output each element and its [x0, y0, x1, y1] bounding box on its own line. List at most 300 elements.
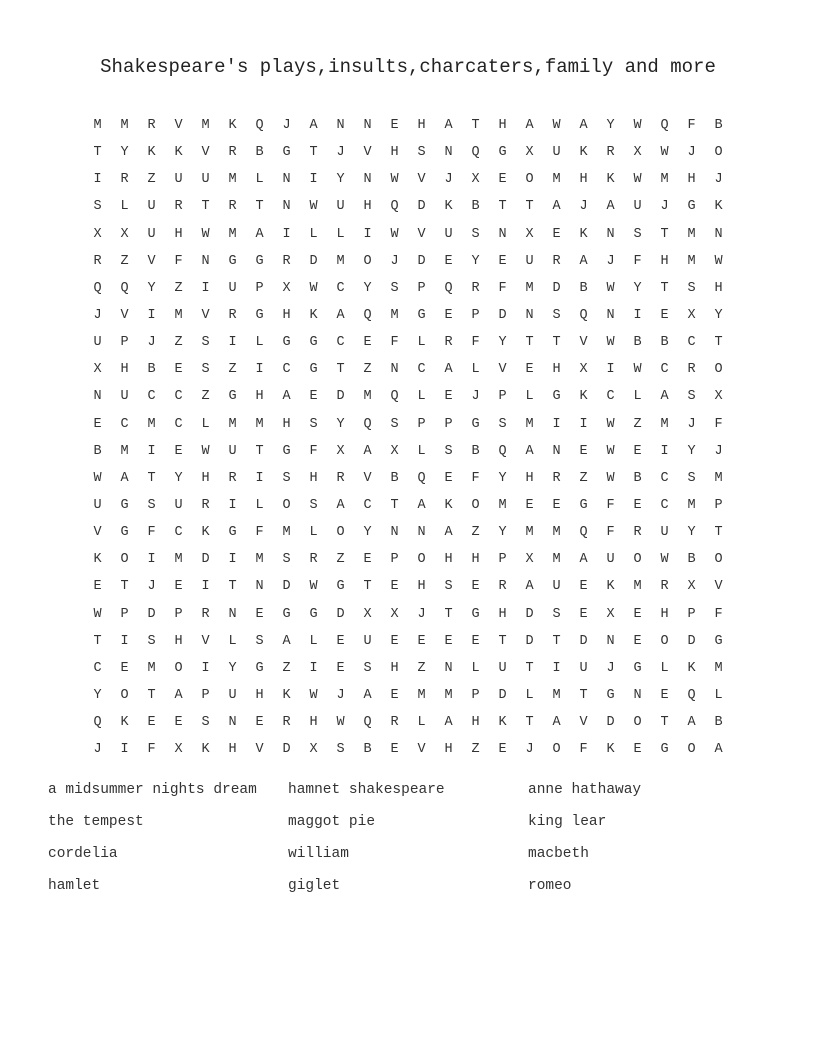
grid-letter: M: [525, 280, 534, 296]
word-list-item: the tempest: [48, 814, 144, 830]
grid-letter: E: [174, 579, 183, 595]
grid-letter: Q: [363, 308, 372, 324]
grid-letter: J: [714, 172, 723, 188]
grid-letter: A: [336, 498, 345, 514]
grid-letter: Y: [714, 308, 723, 324]
grid-letter: S: [147, 633, 156, 649]
grid-letter: T: [255, 199, 264, 215]
grid-letter: M: [525, 416, 534, 432]
grid-letter: K: [606, 172, 615, 188]
grid-letter: A: [444, 362, 453, 378]
grid-letter: A: [552, 199, 561, 215]
grid-letter: L: [255, 335, 264, 351]
grid-letter: C: [147, 389, 156, 405]
grid-letter: K: [606, 742, 615, 758]
grid-letter: Y: [336, 416, 345, 432]
grid-letter: D: [147, 606, 156, 622]
grid-letter: T: [444, 606, 453, 622]
grid-letter: E: [633, 443, 642, 459]
grid-letter: B: [579, 280, 588, 296]
grid-letter: K: [687, 660, 696, 676]
grid-letter: U: [336, 199, 345, 215]
grid-letter: E: [633, 498, 642, 514]
grid-letter: K: [93, 552, 102, 568]
grid-letter: C: [660, 362, 669, 378]
grid-letter: S: [390, 416, 399, 432]
grid-letter: K: [444, 199, 453, 215]
grid-letter: G: [606, 688, 615, 704]
grid-letter: G: [471, 416, 480, 432]
grid-letter: W: [633, 362, 642, 378]
grid-letter: E: [525, 498, 534, 514]
grid-letter: U: [606, 552, 615, 568]
grid-letter: X: [633, 145, 642, 161]
grid-letter: J: [714, 443, 723, 459]
grid-letter: B: [363, 742, 372, 758]
grid-row: [84, 302, 732, 329]
grid-letter: T: [228, 579, 237, 595]
grid-letter: E: [336, 633, 345, 649]
grid-letter: Y: [687, 443, 696, 459]
grid-letter: C: [174, 416, 183, 432]
grid-letter: C: [336, 280, 345, 296]
grid-letter: Q: [660, 118, 669, 134]
grid-letter: T: [336, 362, 345, 378]
grid-letter: Q: [687, 688, 696, 704]
grid-letter: B: [714, 118, 723, 134]
grid-letter: H: [471, 715, 480, 731]
grid-letter: W: [309, 579, 318, 595]
grid-letter: H: [309, 470, 318, 486]
grid-letter: S: [687, 389, 696, 405]
grid-letter: D: [498, 308, 507, 324]
grid-letter: N: [93, 389, 102, 405]
grid-letter: S: [390, 280, 399, 296]
grid-letter: W: [201, 226, 210, 242]
grid-letter: X: [525, 552, 534, 568]
grid-letter: G: [417, 308, 426, 324]
grid-letter: C: [417, 362, 426, 378]
grid-letter: V: [417, 742, 426, 758]
grid-letter: B: [147, 362, 156, 378]
grid-letter: D: [579, 633, 588, 649]
grid-letter: F: [147, 525, 156, 541]
grid-letter: I: [633, 308, 642, 324]
grid-letter: B: [93, 443, 102, 459]
grid-letter: H: [498, 606, 507, 622]
grid-letter: L: [633, 389, 642, 405]
grid-letter: E: [93, 579, 102, 595]
grid-letter: G: [552, 389, 561, 405]
grid-letter: S: [471, 226, 480, 242]
grid-row: [84, 275, 732, 302]
grid-letter: W: [633, 172, 642, 188]
grid-letter: M: [255, 552, 264, 568]
grid-letter: X: [579, 362, 588, 378]
grid-letter: E: [255, 606, 264, 622]
grid-letter: Y: [147, 280, 156, 296]
grid-letter: E: [309, 389, 318, 405]
grid-letter: E: [660, 688, 669, 704]
grid-letter: F: [471, 335, 480, 351]
grid-letter: S: [282, 470, 291, 486]
grid-letter: A: [687, 715, 696, 731]
grid-letter: S: [633, 226, 642, 242]
word-list-item: hamnet shakespeare: [288, 782, 445, 798]
grid-letter: M: [255, 416, 264, 432]
grid-letter: J: [471, 389, 480, 405]
grid-letter: A: [444, 118, 453, 134]
grid-letter: E: [390, 633, 399, 649]
grid-letter: X: [606, 606, 615, 622]
grid-letter: R: [687, 362, 696, 378]
grid-letter: Y: [228, 660, 237, 676]
grid-letter: F: [174, 253, 183, 269]
grid-letter: E: [363, 335, 372, 351]
grid-letter: O: [282, 498, 291, 514]
grid-letter: I: [255, 470, 264, 486]
grid-letter: X: [390, 606, 399, 622]
grid-letter: I: [228, 335, 237, 351]
grid-letter: D: [552, 280, 561, 296]
grid-letter: R: [174, 199, 183, 215]
grid-letter: M: [687, 226, 696, 242]
grid-letter: E: [579, 443, 588, 459]
grid-letter: M: [417, 688, 426, 704]
grid-letter: I: [120, 633, 129, 649]
grid-letter: G: [120, 525, 129, 541]
grid-letter: L: [336, 226, 345, 242]
grid-letter: G: [120, 498, 129, 514]
grid-letter: H: [282, 308, 291, 324]
grid-letter: G: [579, 498, 588, 514]
grid-letter: Y: [606, 118, 615, 134]
grid-letter: R: [336, 470, 345, 486]
grid-letter: B: [687, 552, 696, 568]
grid-letter: C: [606, 389, 615, 405]
grid-letter: R: [228, 308, 237, 324]
grid-letter: Q: [93, 715, 102, 731]
grid-letter: T: [552, 633, 561, 649]
grid-letter: V: [120, 308, 129, 324]
grid-letter: Z: [633, 416, 642, 432]
grid-letter: K: [714, 199, 723, 215]
grid-letter: N: [525, 308, 534, 324]
grid-letter: E: [552, 498, 561, 514]
grid-letter: V: [93, 525, 102, 541]
grid-letter: V: [363, 470, 372, 486]
grid-letter: R: [552, 470, 561, 486]
grid-letter: T: [525, 199, 534, 215]
word-list-item: giglet: [288, 878, 341, 894]
grid-letter: H: [120, 362, 129, 378]
grid-letter: C: [93, 660, 102, 676]
grid-letter: U: [93, 498, 102, 514]
grid-letter: H: [228, 742, 237, 758]
grid-letter: I: [606, 362, 615, 378]
grid-letter: O: [633, 715, 642, 731]
word-list-item: hamlet: [48, 878, 101, 894]
grid-letter: U: [363, 633, 372, 649]
grid-letter: H: [660, 253, 669, 269]
grid-letter: A: [174, 688, 183, 704]
grid-letter: D: [282, 579, 291, 595]
grid-letter: X: [309, 742, 318, 758]
grid-letter: E: [471, 633, 480, 649]
grid-letter: L: [120, 199, 129, 215]
grid-letter: T: [363, 579, 372, 595]
grid-letter: V: [255, 742, 264, 758]
grid-letter: I: [201, 579, 210, 595]
grid-letter: X: [174, 742, 183, 758]
grid-letter: A: [417, 498, 426, 514]
grid-letter: J: [687, 416, 696, 432]
grid-letter: Z: [363, 362, 372, 378]
grid-letter: A: [525, 443, 534, 459]
grid-letter: X: [525, 226, 534, 242]
grid-letter: M: [228, 172, 237, 188]
grid-letter: U: [93, 335, 102, 351]
grid-letter: Z: [120, 253, 129, 269]
grid-letter: Z: [174, 335, 183, 351]
grid-letter: Y: [174, 470, 183, 486]
grid-letter: T: [120, 579, 129, 595]
grid-letter: P: [714, 498, 723, 514]
grid-letter: E: [579, 579, 588, 595]
grid-letter: S: [282, 552, 291, 568]
grid-letter: E: [390, 688, 399, 704]
grid-letter: N: [390, 525, 399, 541]
grid-letter: E: [660, 308, 669, 324]
grid-letter: H: [363, 199, 372, 215]
grid-letter: V: [417, 226, 426, 242]
grid-letter: L: [309, 525, 318, 541]
grid-letter: E: [525, 362, 534, 378]
grid-letter: K: [120, 715, 129, 731]
grid-letter: N: [282, 172, 291, 188]
grid-letter: O: [120, 688, 129, 704]
grid-letter: V: [174, 118, 183, 134]
grid-letter: I: [363, 226, 372, 242]
grid-letter: R: [282, 715, 291, 731]
grid-letter: Q: [363, 715, 372, 731]
grid-letter: C: [174, 525, 183, 541]
grid-letter: D: [336, 606, 345, 622]
grid-letter: Z: [336, 552, 345, 568]
grid-letter: I: [93, 172, 102, 188]
grid-letter: L: [309, 633, 318, 649]
grid-letter: U: [228, 688, 237, 704]
grid-letter: E: [444, 389, 453, 405]
grid-letter: J: [147, 335, 156, 351]
grid-letter: R: [552, 253, 561, 269]
grid-letter: G: [336, 579, 345, 595]
grid-letter: G: [309, 362, 318, 378]
grid-letter: H: [714, 280, 723, 296]
grid-letter: C: [282, 362, 291, 378]
grid-letter: W: [606, 335, 615, 351]
grid-letter: M: [552, 172, 561, 188]
grid-letter: S: [255, 633, 264, 649]
grid-letter: X: [120, 226, 129, 242]
grid-letter: N: [633, 688, 642, 704]
grid-row: [84, 736, 732, 763]
grid-letter: G: [228, 389, 237, 405]
grid-letter: E: [390, 118, 399, 134]
grid-letter: T: [390, 498, 399, 514]
grid-letter: M: [498, 498, 507, 514]
grid-letter: T: [147, 470, 156, 486]
grid-letter: M: [390, 308, 399, 324]
grid-letter: H: [444, 552, 453, 568]
grid-letter: I: [660, 443, 669, 459]
grid-letter: H: [444, 742, 453, 758]
grid-letter: I: [552, 660, 561, 676]
grid-letter: K: [201, 525, 210, 541]
grid-letter: B: [660, 335, 669, 351]
grid-letter: X: [93, 362, 102, 378]
grid-letter: X: [390, 443, 399, 459]
grid-letter: P: [444, 416, 453, 432]
grid-letter: H: [417, 118, 426, 134]
grid-letter: C: [363, 498, 372, 514]
grid-letter: I: [201, 660, 210, 676]
grid-letter: J: [336, 145, 345, 161]
grid-letter: G: [282, 606, 291, 622]
grid-letter: W: [336, 715, 345, 731]
grid-row: [84, 546, 732, 573]
grid-letter: H: [687, 172, 696, 188]
grid-letter: H: [471, 552, 480, 568]
grid-letter: N: [606, 226, 615, 242]
grid-letter: H: [201, 470, 210, 486]
grid-letter: F: [687, 118, 696, 134]
grid-letter: G: [228, 525, 237, 541]
grid-letter: D: [336, 389, 345, 405]
grid-letter: Y: [93, 688, 102, 704]
grid-letter: M: [552, 688, 561, 704]
grid-letter: T: [714, 525, 723, 541]
grid-letter: U: [498, 660, 507, 676]
grid-letter: T: [93, 145, 102, 161]
grid-letter: H: [282, 416, 291, 432]
grid-letter: U: [552, 579, 561, 595]
grid-letter: T: [201, 199, 210, 215]
grid-letter: W: [606, 280, 615, 296]
grid-row: [84, 329, 732, 356]
grid-letter: Q: [471, 145, 480, 161]
grid-letter: H: [174, 226, 183, 242]
grid-letter: A: [309, 118, 318, 134]
grid-letter: W: [309, 280, 318, 296]
grid-letter: E: [633, 633, 642, 649]
grid-letter: U: [174, 172, 183, 188]
grid-letter: Z: [147, 172, 156, 188]
grid-letter: J: [147, 579, 156, 595]
grid-letter: Q: [417, 470, 426, 486]
grid-letter: V: [579, 335, 588, 351]
grid-letter: M: [660, 172, 669, 188]
word-list-item: king lear: [528, 814, 607, 830]
grid-letter: J: [93, 308, 102, 324]
grid-letter: S: [201, 335, 210, 351]
grid-letter: X: [282, 280, 291, 296]
grid-letter: U: [120, 389, 129, 405]
grid-letter: D: [498, 688, 507, 704]
grid-letter: O: [120, 552, 129, 568]
grid-letter: M: [714, 660, 723, 676]
grid-row: [84, 519, 732, 546]
grid-letter: B: [390, 470, 399, 486]
grid-letter: O: [174, 660, 183, 676]
grid-letter: Z: [282, 660, 291, 676]
grid-letter: L: [417, 335, 426, 351]
grid-letter: E: [471, 579, 480, 595]
grid-letter: G: [309, 335, 318, 351]
grid-letter: G: [228, 253, 237, 269]
grid-letter: J: [336, 688, 345, 704]
grid-letter: B: [471, 199, 480, 215]
grid-row: [84, 139, 732, 166]
grid-letter: Q: [363, 416, 372, 432]
grid-letter: C: [120, 416, 129, 432]
grid-letter: G: [714, 633, 723, 649]
grid-letter: Q: [390, 389, 399, 405]
grid-letter: R: [660, 579, 669, 595]
grid-letter: E: [363, 552, 372, 568]
word-list-item: william: [288, 846, 349, 862]
grid-letter: O: [714, 362, 723, 378]
grid-letter: W: [633, 118, 642, 134]
grid-letter: P: [498, 552, 507, 568]
grid-letter: K: [147, 145, 156, 161]
grid-letter: C: [336, 335, 345, 351]
grid-letter: A: [255, 226, 264, 242]
grid-letter: N: [606, 308, 615, 324]
grid-letter: I: [120, 742, 129, 758]
grid-letter: E: [390, 742, 399, 758]
grid-letter: S: [147, 498, 156, 514]
grid-letter: Y: [471, 253, 480, 269]
grid-letter: K: [579, 145, 588, 161]
grid-letter: A: [336, 308, 345, 324]
grid-letter: A: [552, 715, 561, 731]
grid-letter: W: [660, 552, 669, 568]
grid-letter: O: [714, 145, 723, 161]
grid-letter: F: [471, 470, 480, 486]
grid-letter: R: [147, 118, 156, 134]
grid-letter: E: [174, 362, 183, 378]
grid-letter: E: [390, 579, 399, 595]
grid-letter: N: [417, 525, 426, 541]
grid-letter: S: [201, 715, 210, 731]
grid-letter: P: [201, 688, 210, 704]
grid-letter: P: [417, 416, 426, 432]
grid-letter: E: [174, 715, 183, 731]
word-list-item: romeo: [528, 878, 572, 894]
grid-letter: B: [633, 335, 642, 351]
grid-letter: E: [336, 660, 345, 676]
grid-letter: A: [579, 552, 588, 568]
grid-letter: B: [255, 145, 264, 161]
grid-letter: A: [660, 389, 669, 405]
grid-letter: U: [525, 253, 534, 269]
grid-letter: G: [498, 145, 507, 161]
grid-letter: N: [444, 145, 453, 161]
grid-letter: H: [660, 606, 669, 622]
grid-row: [84, 112, 732, 139]
grid-letter: M: [660, 416, 669, 432]
